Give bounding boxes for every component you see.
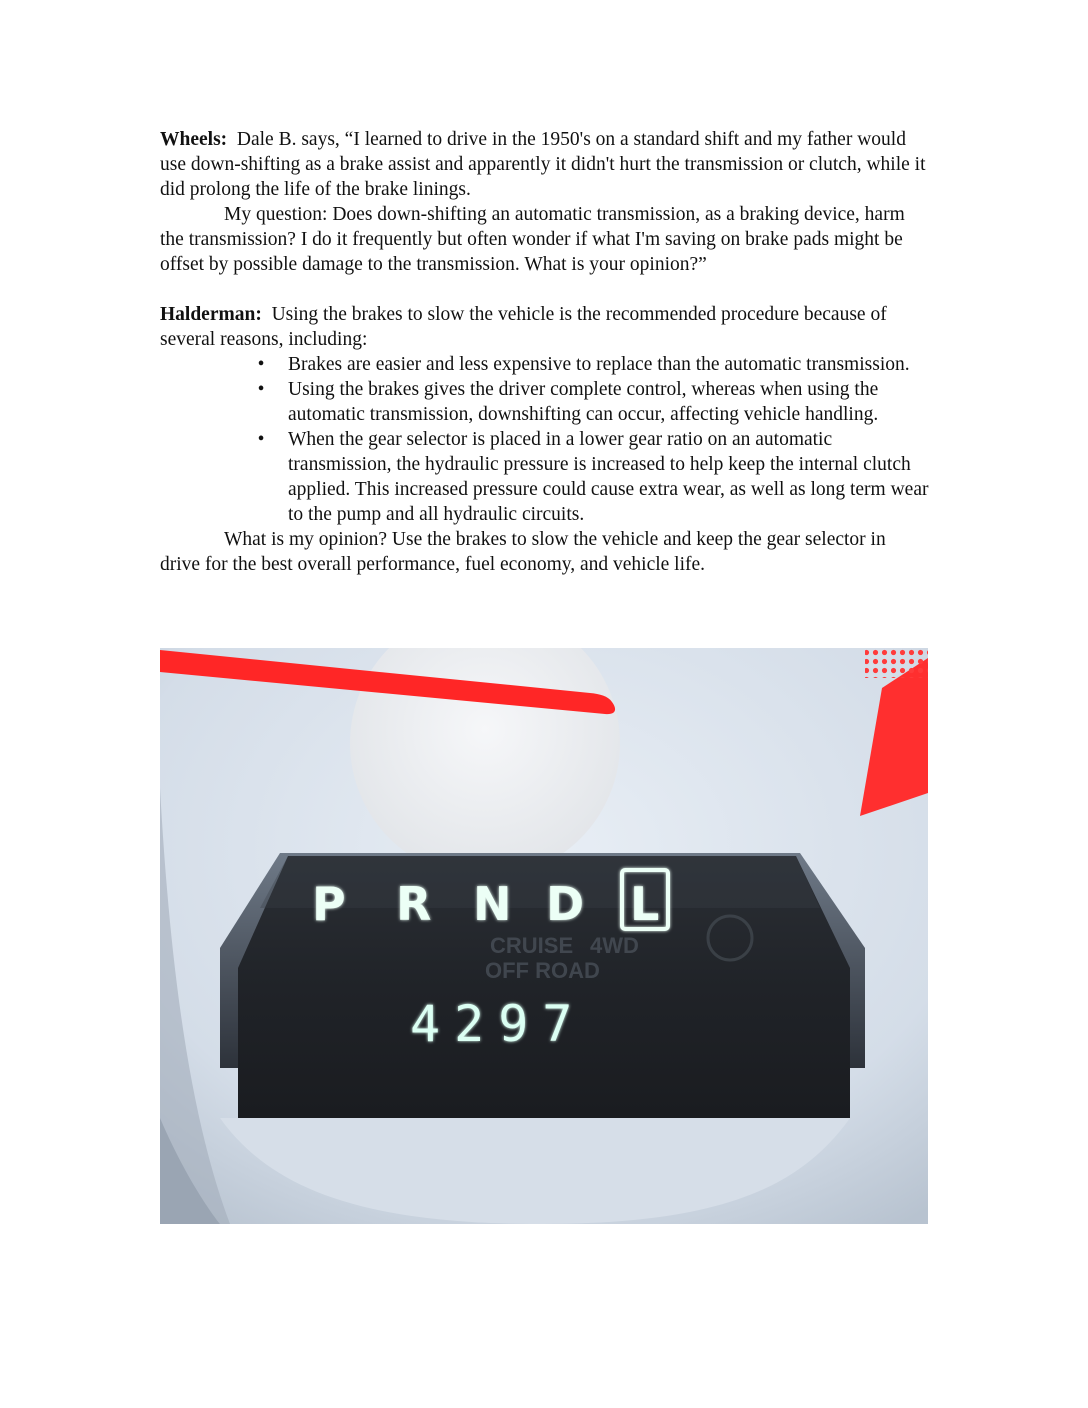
paragraph-gap [160,277,930,302]
list-item [257,377,930,427]
reason-text: Brakes are easier and less expensive to replace than the automatic transmission. [288,354,910,375]
gear-letter-r: R [396,877,432,931]
opinion-paragraph: What is my opinion? Use the brakes to slow the vehicle and keep the gear selector in drive for the best overall performance, fuel economy, and vehicle life. [160,529,886,575]
list-item [257,427,930,527]
reason-text: Using the brakes gives the driver complete control, whereas when using the automatic transmission, downshifting can occur, affecting vehicle handling. [288,379,879,425]
bullet-icon: • [257,354,265,375]
gear-letter-p: P [312,877,346,931]
gear-letter-l: L [630,877,660,931]
wheels-label: Wheels: [160,129,228,150]
article-text [160,127,930,577]
instrument-cluster-photo [160,648,928,1224]
wheels-text: Dale B. says, “I learned to drive in the 1950's on a standard shift and my father would use down-shifting as a brake assist and apparently it didn't hurt the transmission or clutch, while it did prolong the life of the brake linings. [160,129,926,200]
odometer-reading: 4297 [410,995,587,1053]
gear-letter-n: N [473,877,512,931]
red-dot-pattern [865,648,928,678]
gear-letter-d: D [546,877,585,931]
list-item [257,352,930,377]
bullet-icon: • [257,379,265,400]
question-paragraph: My question: Does down-shifting an automatic transmission, as a braking device, harm the transmission? I do it frequently but often wonder if what I'm saving on brake pads might be offset by possible damage to the transmission. What is your opinion?” [160,204,905,275]
wheels-paragraph [160,127,930,202]
faint-label: OFF ROAD [485,958,600,983]
reasons-list [160,352,930,527]
faint-label: 4WD [590,933,639,958]
halderman-text: Using the brakes to slow the vehicle is the recommended procedure because of several reasons, including: [160,304,887,350]
bullet-icon: • [257,429,265,450]
reason-text: When the gear selector is placed in a lower gear ratio on an automatic transmission, the hydraulic pressure is increased to help keep the internal clutch applied. This increased pressure could cause extra wear, as well as long term wear to the pump and all hydraulic circuits. [288,429,929,525]
faint-label: CRUISE [490,933,574,958]
halderman-paragraph [160,302,930,352]
halderman-label: Halderman: [160,304,262,325]
